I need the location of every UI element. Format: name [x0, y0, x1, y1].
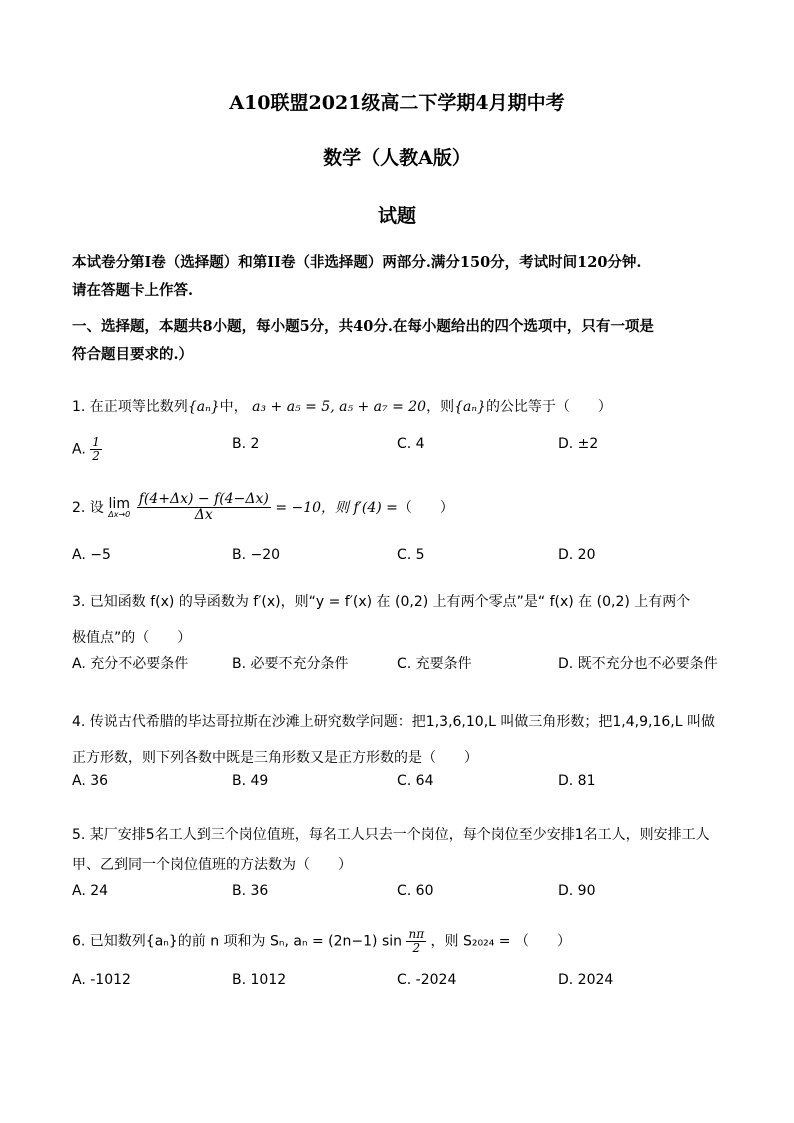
q2-option-b[interactable]: B. −20: [232, 547, 281, 563]
q5-option-b[interactable]: B. 36: [232, 883, 269, 899]
question-4: [72, 704, 732, 776]
q2-limit: [108, 497, 130, 519]
q6-stem-a: 6. 已知数列{aₙ}的前 n 项和为 Sₙ, aₙ = (2n−1) sin: [72, 933, 403, 950]
intro-text: [72, 249, 722, 305]
section-heading: [72, 313, 722, 369]
intro-line-1: 本试卷分第I卷（选择题）和第II卷（非选择题）两部分.满分150分，考试时间120分钟.: [72, 254, 642, 271]
q2-fraction: [137, 492, 271, 524]
q1-option-a[interactable]: [72, 436, 102, 463]
q5-option-a[interactable]: A. 24: [72, 883, 109, 899]
q2-stem-a: 2. 设: [72, 499, 104, 516]
question-1: [72, 396, 732, 418]
q6-options: [72, 972, 732, 994]
q1-option-b[interactable]: B. 2: [232, 436, 260, 452]
q4-option-c[interactable]: C. 64: [397, 773, 434, 789]
q1-stem-c: ，则: [426, 399, 455, 415]
q2-limit-sub: Δx→0: [108, 509, 131, 519]
q2-option-c[interactable]: C. 5: [397, 547, 425, 563]
exam-subtitle: 试题: [377, 205, 416, 227]
q5-line-2: 甲、乙到同一个岗位值班的方法数为（ ）: [72, 857, 352, 873]
q1-seq: {aₙ}: [187, 399, 220, 415]
q2-numerator: f(4+Δx) − f(4−Δx): [138, 491, 269, 507]
q2-denominator: Δx: [194, 507, 213, 524]
q6-numerator: nπ: [408, 927, 425, 941]
q2-option-d[interactable]: D. 20: [558, 547, 596, 563]
q6-option-c[interactable]: C. -2024: [397, 972, 457, 988]
q2-stem-b: = −10，则: [275, 499, 350, 516]
q2-option-a[interactable]: A. −5: [72, 547, 111, 563]
section-line-1: 一、选择题，本题共8小题，每小题5分，共40分.在每小题给出的四个选项中，只有一项是: [72, 318, 654, 335]
intro-line-2: 请在答题卡上作答.: [72, 282, 194, 299]
q4-line-1: 4. 传说古代希腊的毕达哥拉斯在沙滩上研究数学问题：把1,3,6,10,L 叫做三角形数；把1,4,9,16,L 叫做: [72, 714, 715, 730]
q2-derivative: f′(4) =: [353, 499, 398, 516]
q3-options: [72, 653, 732, 675]
q1-stem-b: 中，: [219, 399, 248, 415]
q6-fraction: [406, 928, 426, 955]
q2-options: [72, 547, 732, 569]
exam-title: A10联盟2021级高二下学期4月期中考: [229, 92, 565, 114]
q6-option-d[interactable]: D. 2024: [558, 972, 614, 988]
q4-option-b[interactable]: B. 49: [232, 773, 269, 789]
q1-condition: a₃ + a₅ = 5, a₅ + a₇ = 20: [252, 399, 427, 415]
question-2: [72, 492, 732, 524]
q5-option-d[interactable]: D. 90: [558, 883, 596, 899]
q1-options: [72, 435, 732, 464]
q3-line-2: 极值点”的（ ）: [72, 630, 192, 646]
q1-option-a-den: 2: [92, 449, 100, 464]
q1-option-c[interactable]: C. 4: [397, 436, 425, 452]
q6-option-a[interactable]: A. -1012: [72, 972, 131, 988]
q4-option-d[interactable]: D. 81: [558, 773, 596, 789]
q1-stem-a: 1. 在正项等比数列: [72, 399, 188, 415]
q1-option-a-num: 1: [92, 435, 100, 449]
q5-options: [72, 883, 732, 905]
q3-option-b[interactable]: B. 必要不充分条件: [232, 656, 349, 672]
q1-option-d[interactable]: D. ±2: [558, 436, 599, 452]
section-line-2: 符合题目要求的.）: [72, 346, 194, 363]
q3-option-d[interactable]: D. 既不充分也不必要条件: [558, 656, 718, 672]
q4-line-2: 正方形数，则下列各数中既是三角形数又是正方形数的是（ ）: [72, 750, 478, 766]
q5-line-1: 5. 某厂安排5名工人到三个岗位值班，每名工人只去一个岗位，每个岗位至少安排1名工人，则安排工人: [72, 827, 710, 843]
q3-option-c[interactable]: C. 充要条件: [397, 656, 472, 672]
q1-stem-d: 的公比等于（ ）: [485, 399, 612, 415]
q6-stem-b: ，则 S₂₀₂₄ = （ ）: [430, 933, 571, 950]
q1-option-a-label: A.: [72, 441, 86, 458]
q5-option-c[interactable]: C. 60: [397, 883, 434, 899]
exam-subject: 数学（人教A版）: [323, 147, 471, 169]
q3-option-a[interactable]: A. 充分不必要条件: [72, 656, 189, 672]
q1-seq-2: {aₙ}: [454, 399, 486, 415]
q2-stem-c: （ ）: [397, 499, 454, 516]
question-6: [72, 928, 732, 955]
q1-option-a-fraction: [90, 436, 102, 463]
q6-option-b[interactable]: B. 1012: [232, 972, 287, 988]
q6-denominator: 2: [412, 941, 421, 956]
q2-limit-word: lim: [108, 495, 130, 512]
question-5: [72, 820, 732, 880]
q4-option-a[interactable]: A. 36: [72, 773, 109, 789]
q4-options: [72, 773, 732, 795]
question-3: [72, 584, 732, 656]
q3-line-1: 3. 已知函数 f(x) 的导函数为 f′(x)，则“y = f′(x) 在 (0,2) 上有两个零点”是“ f(x) 在 (0,2) 上有两个: [72, 594, 691, 610]
